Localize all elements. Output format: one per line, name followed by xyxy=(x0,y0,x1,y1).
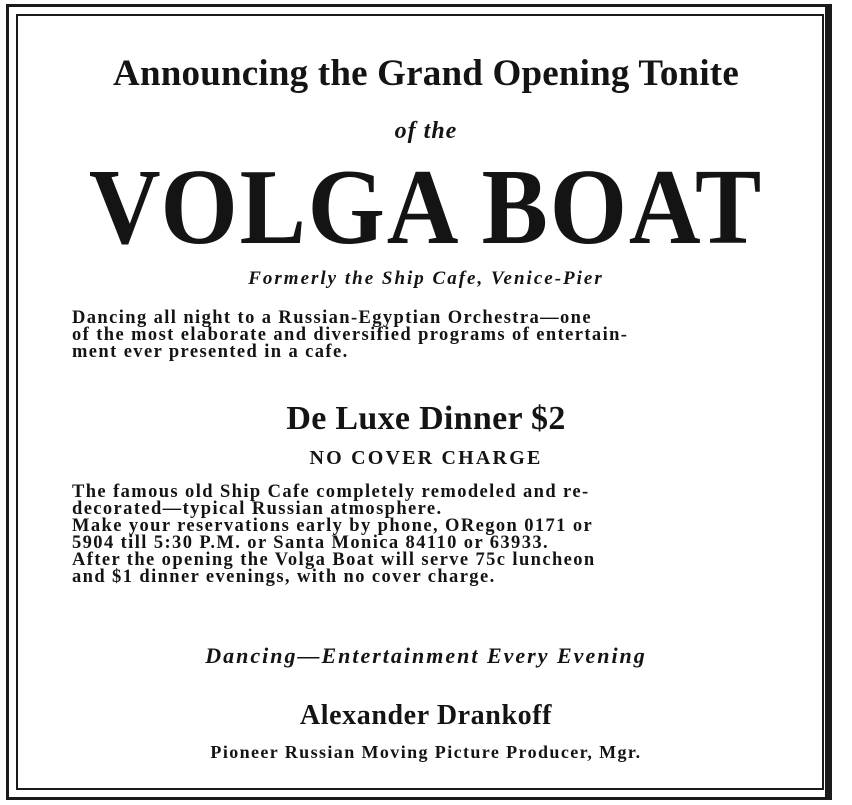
no-cover-charge: NO COVER CHARGE xyxy=(309,447,543,469)
details-line: After the opening the Volga Boat will serve 75c luncheon xyxy=(72,550,596,570)
venue-title: VOLGA BOAT xyxy=(88,148,764,267)
manager-title: Pioneer Russian Moving Picture Producer, Mgr. xyxy=(210,742,642,762)
manager-name: Alexander Drankoff xyxy=(299,700,553,731)
intro-paragraph xyxy=(72,310,784,361)
formerly-line: Formerly the Ship Cafe, Venice-Pier xyxy=(248,268,604,289)
details-line: 5904 till 5:30 P.M. or Santa Monica 84110 or 63933. xyxy=(72,533,550,553)
details-paragraph xyxy=(72,484,784,586)
details-line: decorated—typical Russian atmosphere. xyxy=(72,499,443,519)
details-line: Make your reservations early by phone, ORegon 0171 or xyxy=(72,516,594,536)
dinner-price: De Luxe Dinner $2 xyxy=(286,400,566,437)
intro-line: Dancing all night to a Russian-Egyptian Orchestra—one xyxy=(72,308,592,328)
details-line: The famous old Ship Cafe completely remodeled and re- xyxy=(72,482,590,502)
intro-line: of the most elaborate and diversified programs of entertain- xyxy=(72,325,629,345)
headline: Announcing the Grand Opening Tonite xyxy=(113,53,739,94)
every-evening-tagline: Dancing—Entertainment Every Evening xyxy=(205,643,647,668)
details-line: and $1 dinner evenings, with no cover charge. xyxy=(72,567,496,587)
of-the-line: of the xyxy=(394,118,458,144)
intro-line: ment ever presented in a cafe. xyxy=(72,342,349,362)
